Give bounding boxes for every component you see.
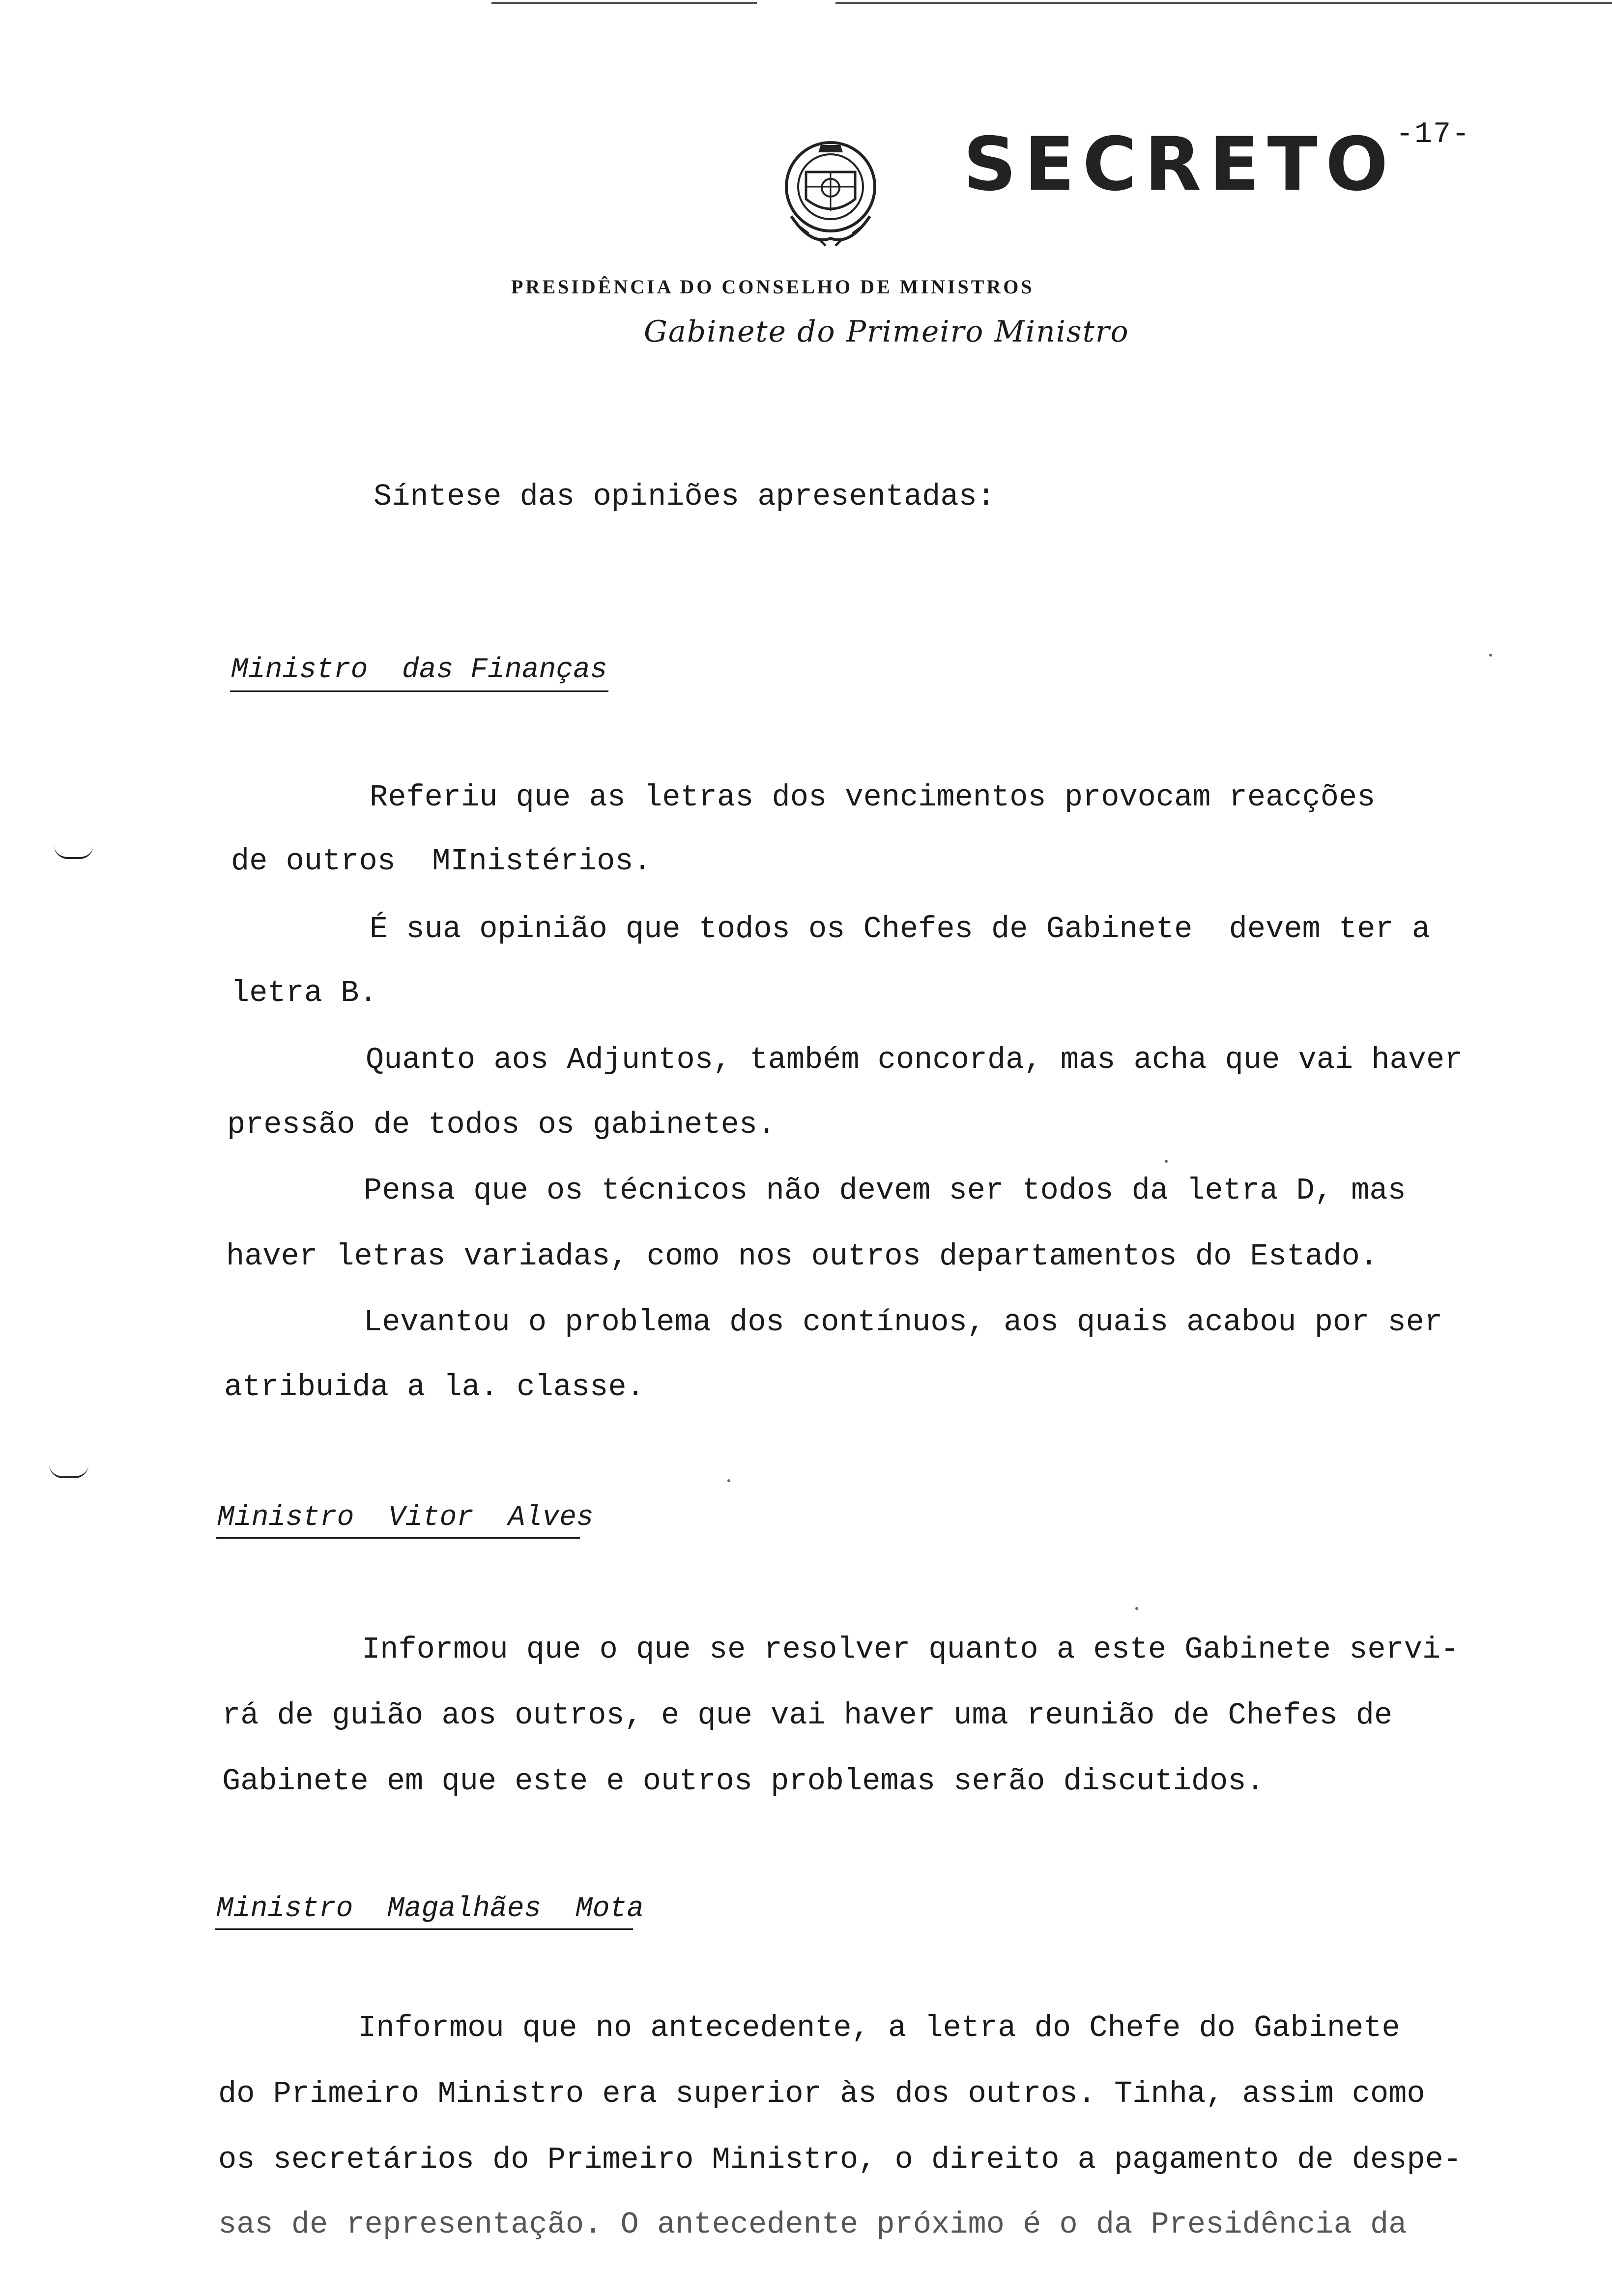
scan-speck [1489,654,1492,657]
paragraph-line: Informou que o que se resolver quanto a este Gabinete servi- [362,1632,1459,1667]
scan-speck [1165,1160,1168,1163]
paragraph-line: Gabinete em que este e outros problemas serão discutidos. [222,1764,1265,1799]
paragraph-line: Pensa que os técnicos não devem ser todos da letra D, mas [364,1173,1406,1208]
paragraph-line: atribuida a la. classe. [224,1370,645,1405]
paragraph-line: pressão de todos os gabinetes. [227,1107,776,1142]
paragraph-line: sas de representação. O antecedente próximo é o da Presidência da [218,2207,1407,2242]
margin-mark [54,845,93,859]
margin-mark [49,1464,88,1478]
secret-stamp: SECRETO [963,122,1396,207]
paragraph-line: Quanto aos Adjuntos, também concorda, mas acha que vai haver [366,1042,1463,1077]
paragraph-line: os secretários do Primeiro Ministro, o direito a pagamento de despe- [218,2142,1462,2177]
scan-edge-line [491,2,757,4]
paragraph-line: É sua opinião que todos os Chefes de Gabinete devem ter a [370,912,1430,947]
paragraph-line: do Primeiro Ministro era superior às dos outros. Tinha, assim como [218,2076,1425,2111]
heading-underline [215,1928,633,1930]
document-title: Síntese das opiniões apresentadas: [374,479,996,514]
paragraph-line: Informou que no antecedente, a letra do Chefe do Gabinete [358,2010,1400,2045]
paragraph-line: de outros MInistérios. [231,844,652,879]
paragraph-line: Levantou o problema dos contínuos, aos quais acabou por ser [364,1305,1443,1340]
paragraph-line: rá de guião aos outros, e que vai haver uma reunião de Chefes de [222,1698,1393,1733]
page-number: -17- [1396,118,1471,151]
organization-name: PRESIDÊNCIA DO CONSELHO DE MINISTROS [511,276,1035,298]
section-heading: Ministro Vitor Alves [217,1502,594,1534]
paragraph-line: Referiu que as letras dos vencimentos provocam reacções [370,780,1376,815]
heading-underline [216,1537,580,1539]
scan-edge-line [835,2,1612,4]
paragraph-line: letra B. [231,976,377,1010]
paragraph-line: haver letras variadas, como nos outros departamentos do Estado. [226,1239,1378,1274]
section-heading: Ministro Magalhães Mota [216,1893,644,1925]
coat-of-arms-icon [772,133,890,256]
cabinet-subtitle: Gabinete do Primeiro Ministro [644,315,1129,349]
scan-speck [727,1479,730,1482]
scan-speck [1135,1607,1138,1610]
heading-underline [230,690,608,692]
section-heading: Ministro das Finanças [231,654,607,686]
